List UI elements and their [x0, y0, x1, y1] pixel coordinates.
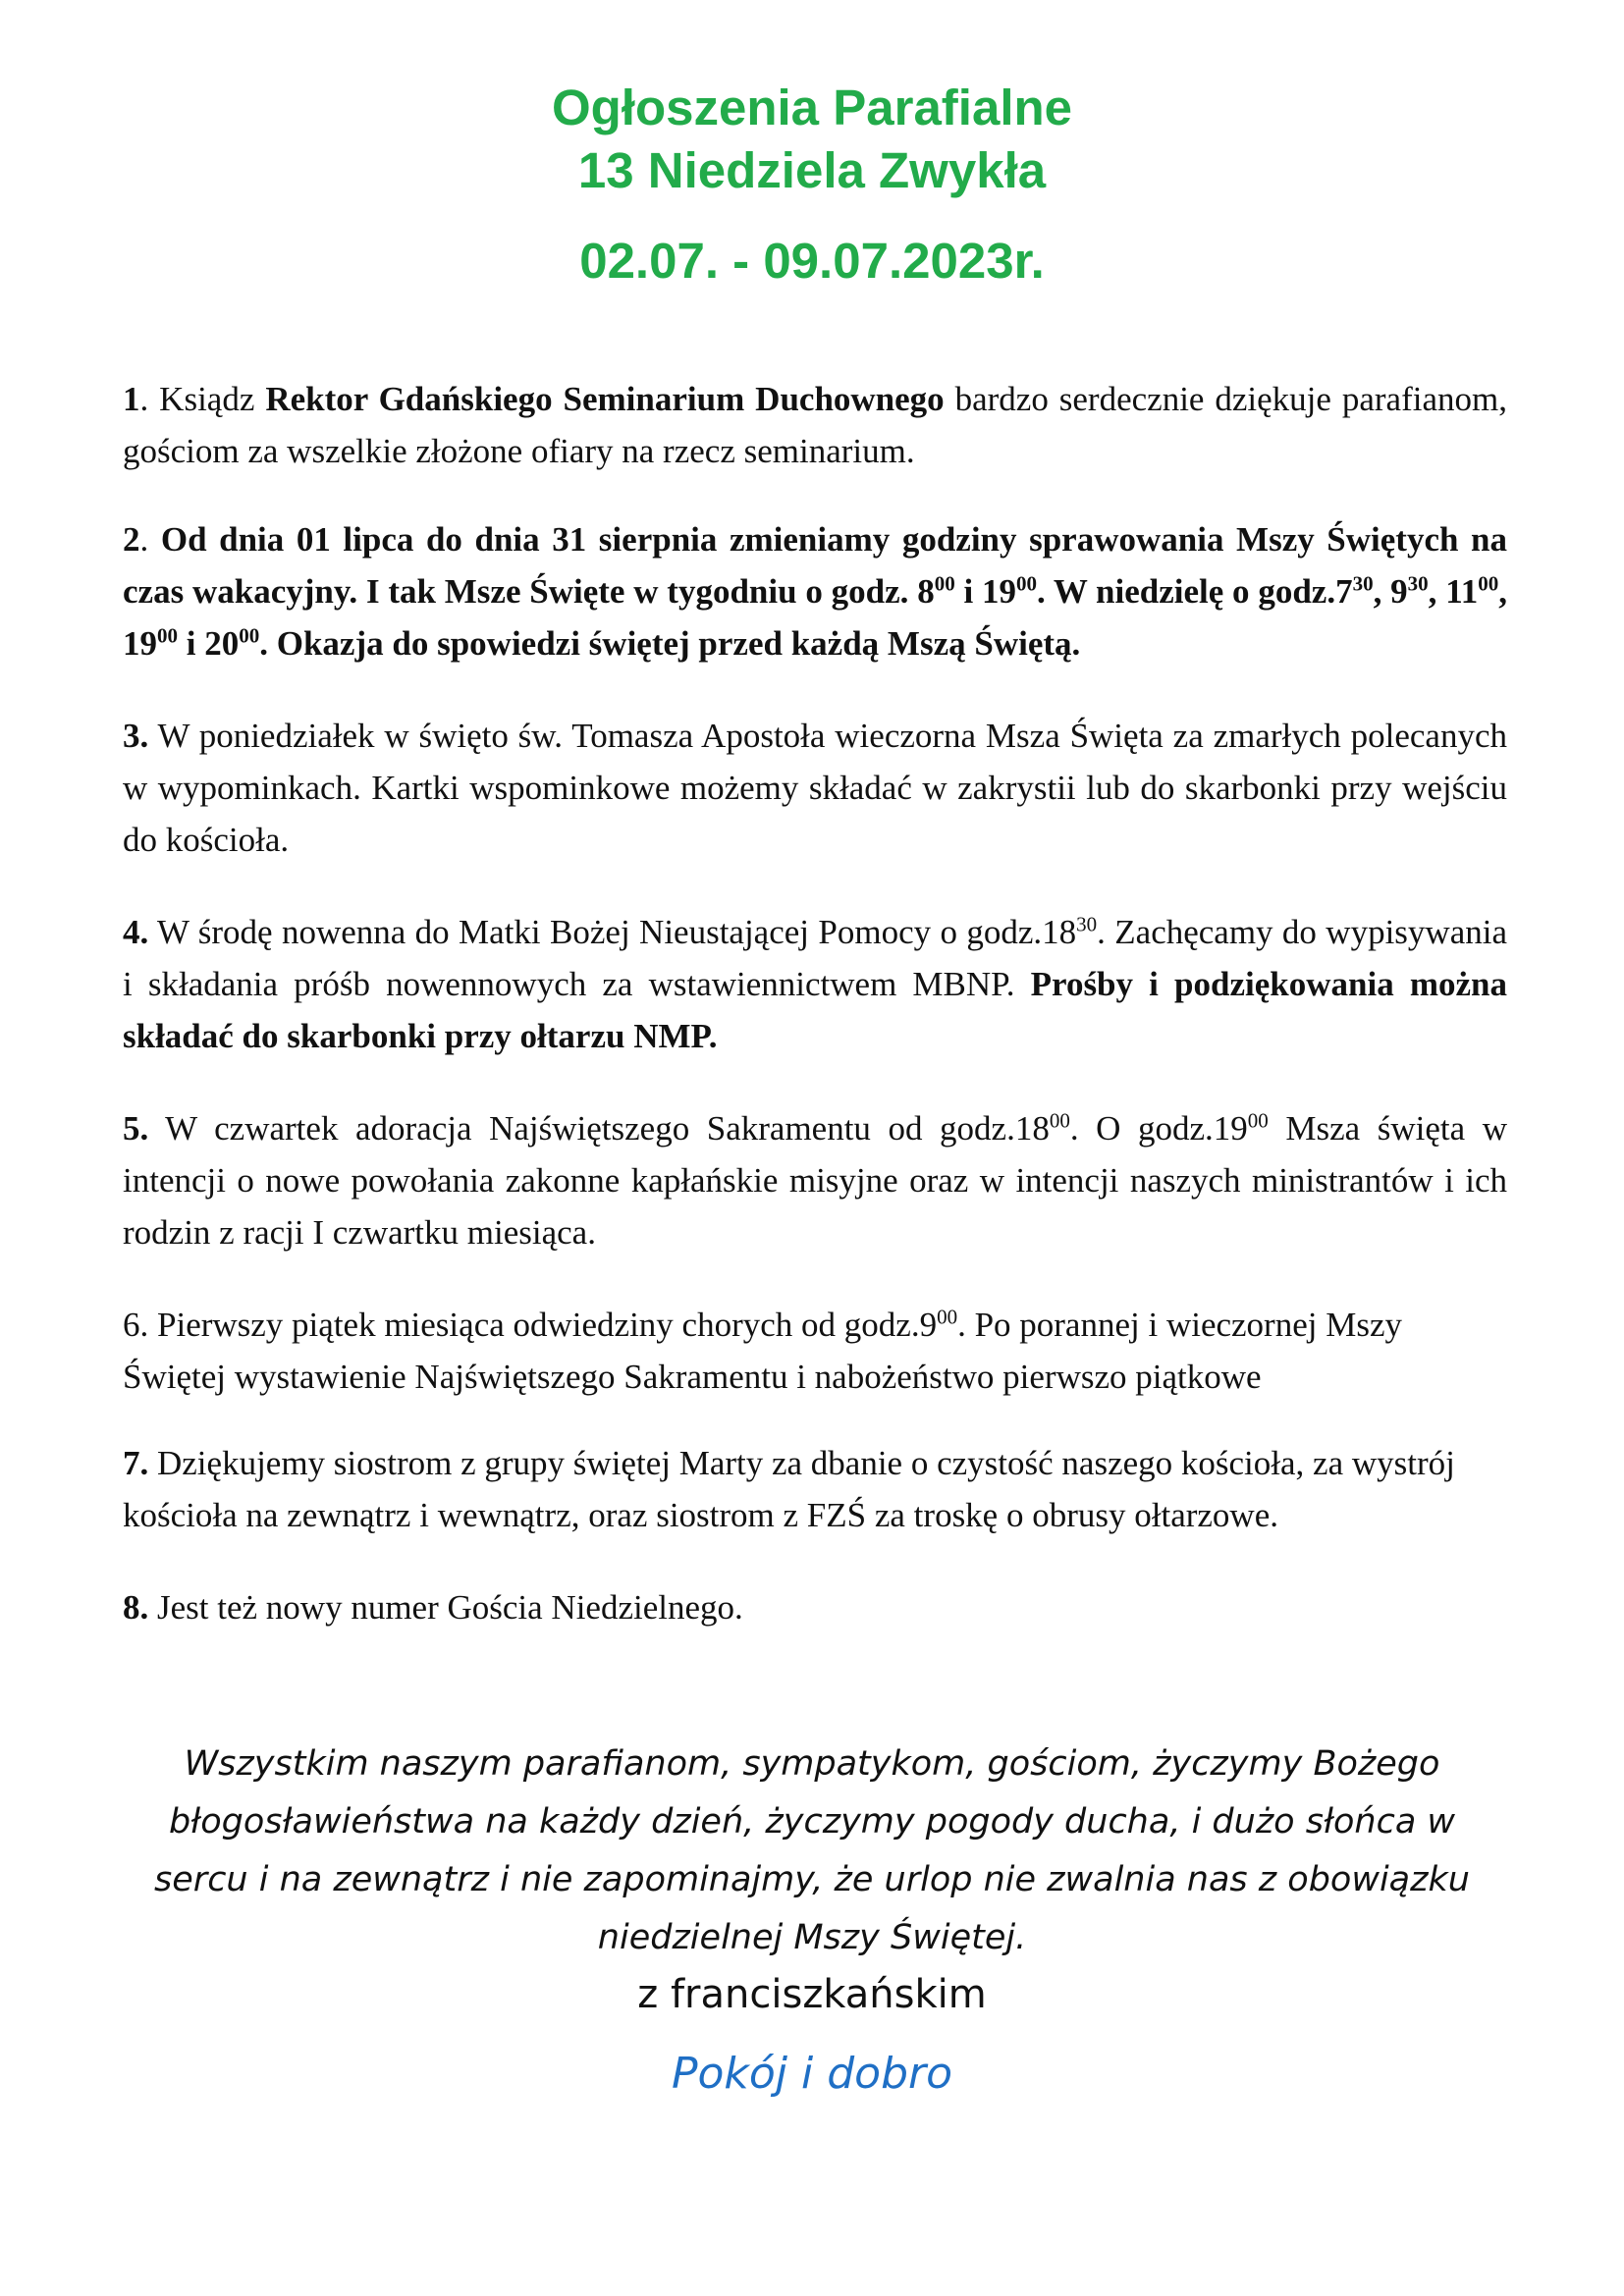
text-span: ,	[1428, 572, 1446, 611]
text-span: . Okazja do spowiedzi świętej przed każdą Mszą Świętą.	[259, 624, 1081, 663]
text-span: . Zachęcamy do wypisywania i składania próśb nowennowych za wstawiennictwem MBNP.	[123, 913, 1507, 1003]
announcement-number: 5.	[123, 1109, 149, 1148]
closing-wishes	[0, 1735, 1624, 1967]
time-hour: 19	[1213, 1109, 1248, 1148]
announcement-number: 2	[123, 520, 140, 559]
time-minutes: 00	[1478, 571, 1499, 596]
text-span: bardzo serdecznie dziękuje parafianom, gościom za wszelkie złożone ofiary na rzecz seminarium.	[123, 380, 1507, 470]
text-span: . Ksiądz	[139, 380, 266, 418]
announcement-number: 1	[123, 380, 140, 418]
text-span: ,	[1373, 572, 1391, 611]
text-span: Msza święta w intencji o nowe powołania zakonne kapłańskie misyjne oraz w intencji naszych ministrantów i ich rodzin z racji I czwartku miesiąca.	[123, 1109, 1507, 1252]
announcement-7	[123, 1437, 1507, 1541]
time-minutes: 00	[157, 623, 178, 648]
time-hour: 9	[919, 1306, 938, 1344]
announcement-1	[123, 373, 1507, 477]
time-hour: 19	[981, 572, 1016, 611]
text-span: 6. Pierwszy piątek miesiąca odwiedziny chorych od godz.	[123, 1306, 920, 1344]
time-minutes: 30	[1076, 912, 1098, 936]
time-hour: 20	[204, 624, 240, 663]
time-hour: 7	[1335, 572, 1353, 611]
text-span: Dziękujemy siostrom z grupy świętej Marty za dbanie o czystość naszego kościoła, za wystrój kościoła na zewnątrz i wewnątrz, oraz siostrom z FZŚ za troskę o obrusy ołtarzowe.	[123, 1444, 1455, 1534]
bold-text: Rektor Gdańskiego Seminarium Duchownego	[265, 380, 945, 418]
date-range: 02.07. - 09.07.2023r.	[579, 233, 1045, 289]
text-span: i	[954, 572, 982, 611]
closing-line-2: błogosławieństwa na każdy dzień, życzymy pogody ducha, i dużo słońca w	[168, 1802, 1456, 1842]
closing-line-1: Wszystkim naszym parafianom, sympatykom, gościom, życzymy Bożego	[184, 1744, 1440, 1784]
time-minutes: 00	[1049, 1108, 1070, 1133]
announcements-list	[123, 373, 1507, 1633]
time-hour: 18	[1042, 913, 1077, 951]
time-minutes: 00	[239, 623, 260, 648]
time-minutes: 30	[1407, 571, 1429, 596]
title-line-2: 13 Niedziela Zwykła	[577, 142, 1047, 198]
closing-line-3: sercu i na zewnątrz i nie zapominajmy, że urlop nie zwalnia nas z obowiązku	[154, 1860, 1470, 1899]
text-span: . Po porannej i wieczornej Mszy Świętej wystawienie Najświętszego Sakramentu i nabożeństwo pierwszo piątkowe	[123, 1306, 1402, 1396]
time-minutes: 00	[937, 1305, 958, 1329]
text-span: W czwartek adoracja Najświętszego Sakramentu od godz.	[148, 1109, 1015, 1148]
announcement-number: 3.	[123, 717, 149, 755]
time-minutes: 00	[1247, 1108, 1269, 1133]
announcement-6	[123, 1299, 1507, 1403]
text-span: ,	[1498, 572, 1508, 611]
announcement-2	[123, 513, 1507, 669]
announcement-4	[123, 906, 1507, 1062]
announcement-3	[123, 710, 1507, 866]
announcement-5	[123, 1102, 1507, 1258]
text-span: Od dnia 01 lipca do dnia 31 sierpnia zmieniamy godziny sprawowania Mszy Świętych na czas wakacyjny. I tak Msze Święte w tygodniu o godz.	[123, 520, 1508, 611]
time-hour: 8	[917, 572, 935, 611]
time-hour: 9	[1390, 572, 1408, 611]
time-minutes: 30	[1352, 571, 1374, 596]
closing-line-4: niedzielnej Mszy Świętej.	[597, 1918, 1027, 1957]
time-minutes: 00	[934, 571, 955, 596]
text-span: W środę nowenna do Matki Bożej Nieustającej Pomocy o godz.	[148, 913, 1043, 951]
announcement-number: 8.	[123, 1588, 149, 1627]
title-line-1: Ogłoszenia Parafialne	[551, 80, 1073, 135]
text-span: .	[139, 520, 161, 559]
announcement-number: 7.	[123, 1444, 149, 1482]
time-minutes: 00	[1015, 571, 1037, 596]
text-span: i	[178, 624, 205, 663]
text-span: . W niedzielę o godz.	[1036, 572, 1336, 611]
bold-text	[123, 520, 1507, 663]
time-hour: 19	[123, 624, 157, 663]
time-hour: 18	[1014, 1109, 1050, 1148]
announcement-8	[123, 1581, 1507, 1633]
text-span: Jest też nowy numer Gościa Niedzielnego.	[148, 1588, 743, 1627]
signature-line-2: Pokój i dobro	[671, 2049, 953, 2099]
text-span: . O godz.	[1069, 1109, 1214, 1148]
signature-line-1: z franciszkańskim	[637, 1972, 987, 2017]
time-hour: 11	[1445, 572, 1479, 611]
text-span: W poniedziałek w święto św. Tomasza Apostoła wieczorna Msza Święta za zmarłych polecanych w wypominkach. Kartki wspominkowe możemy składać w zakrystii lub do skarbonki przy wejściu do kościoła.	[123, 717, 1507, 859]
header	[0, 77, 1624, 293]
announcement-number: 4.	[123, 913, 149, 951]
bold-text: Prośby i podziękowania można składać do skarbonki przy ołtarzu NMP.	[123, 965, 1507, 1055]
